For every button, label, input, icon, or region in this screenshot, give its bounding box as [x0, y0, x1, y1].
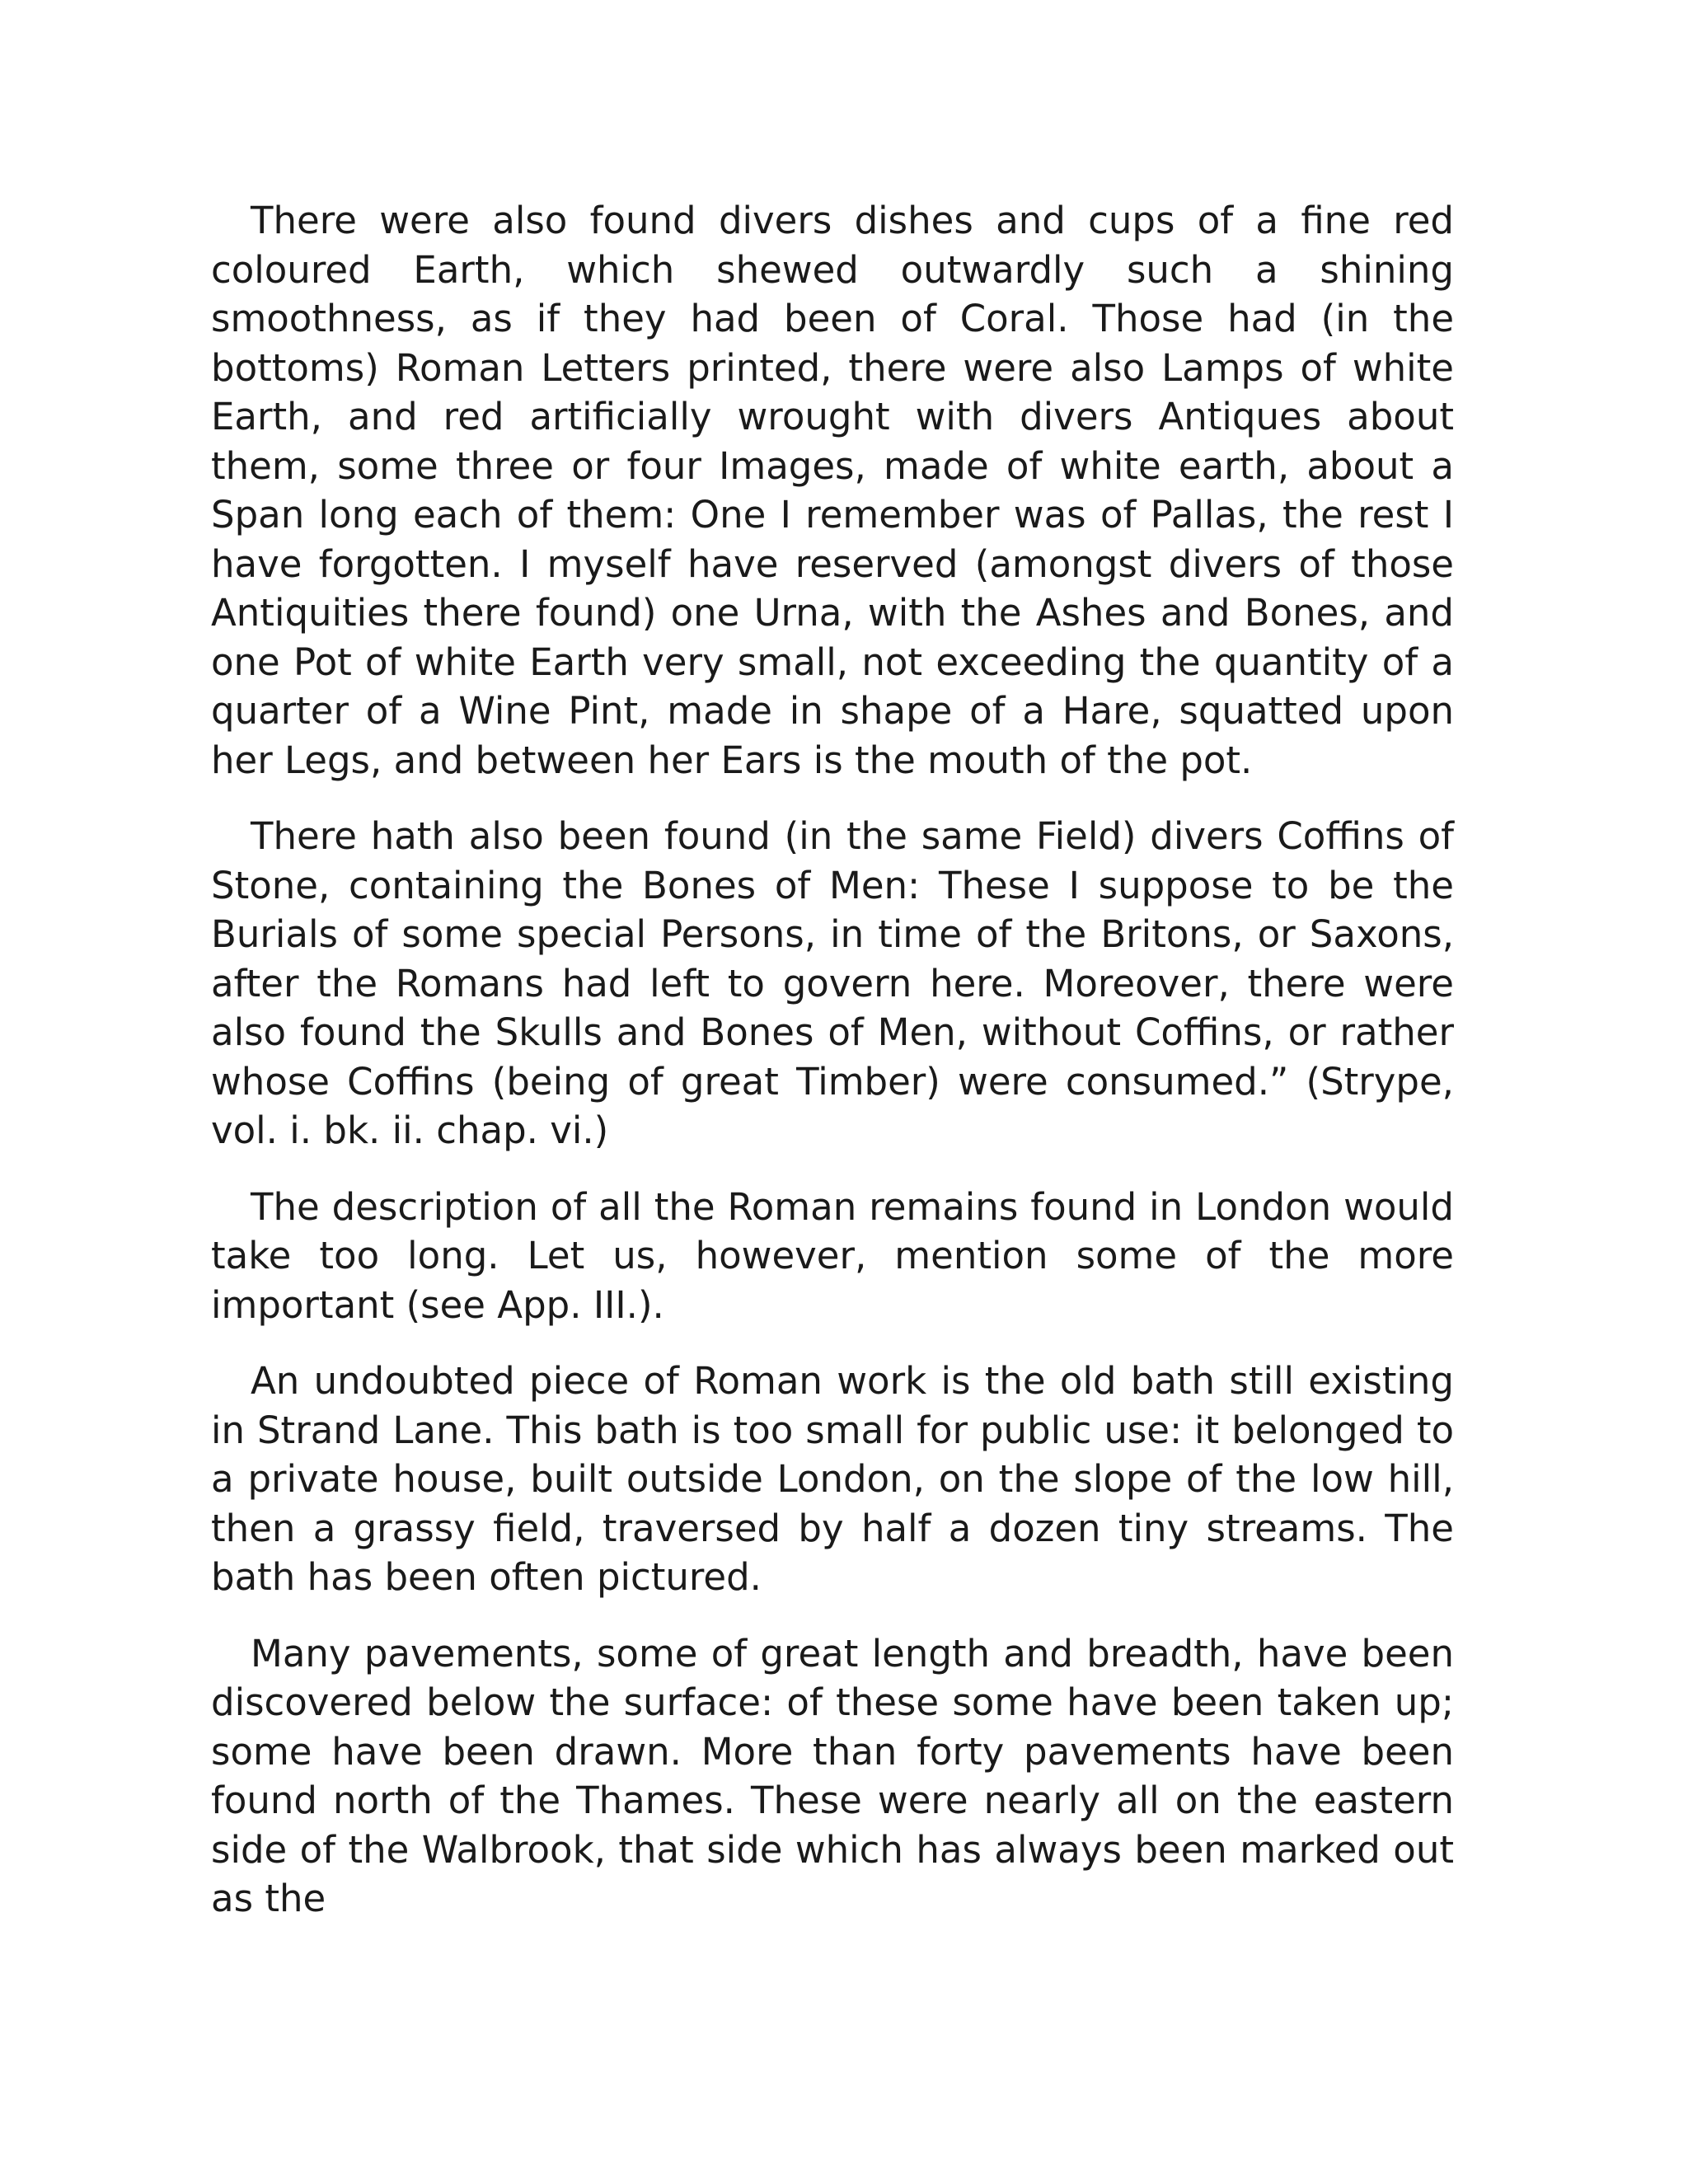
page-body — [211, 196, 1454, 1951]
paragraph-strand-lane-bath: An undoubted piece of Roman work is the old bath still existing in Strand Lane. This bath is too small for public use: it belonged to a private house, built outside London, on the slope of the low hill, then a grassy field, traversed by half a dozen tiny streams. The bath has been often pictured. — [211, 1359, 1454, 1599]
paragraph-pavements: Many pavements, some of great length and breadth, have been discovered below the surface: of these some have been taken up; some have been drawn. More than forty pavements have been found north of the Thames. These were nearly all on the eastern side of the Walbrook, that side which has always been marked out as the — [211, 1631, 1454, 1920]
paragraph-pottery-finds: There were also found divers dishes and cups of a fine red coloured Earth, which shewed outwardly such a shining smoothness, as if they had been of Coral. Those had (in the bottoms) Roman Letters printed, there were also Lamps of white Earth, and red artificially wrought with divers Antiques about them, some three or four Images, made of white earth, about a Span long each of them: One I remember was of Pallas, the rest I have forgotten. I myself have reserved (amongst divers of those Antiquities there found) one Urna, with the Ashes and Bones, and one Pot of white Earth very small, not exceeding the quantity of a quarter of a Wine Pint, made in shape of a Hare, squatted upon her Legs, and between her Ears is the mouth of the pot. — [211, 199, 1454, 782]
paragraph-roman-remains: The description of all the Roman remains found in London would take too long. Let us, however, mention some of the more important (see App. III.). — [211, 1184, 1454, 1327]
paragraph-stone-coffins: There hath also been found (in the same Field) divers Coffins of Stone, containing the Bones of Men: These I suppose to be the Burials of some special Persons, in time of the Britons, or Saxons, after the Romans had left to govern here. Moreover, there were also found the Skulls and Bones of Men, without Coffins, or rather whose Coffins (being of great Timber) were consumed.” (Strype, vol. i. bk. ii. chap. vi.) — [211, 814, 1454, 1152]
